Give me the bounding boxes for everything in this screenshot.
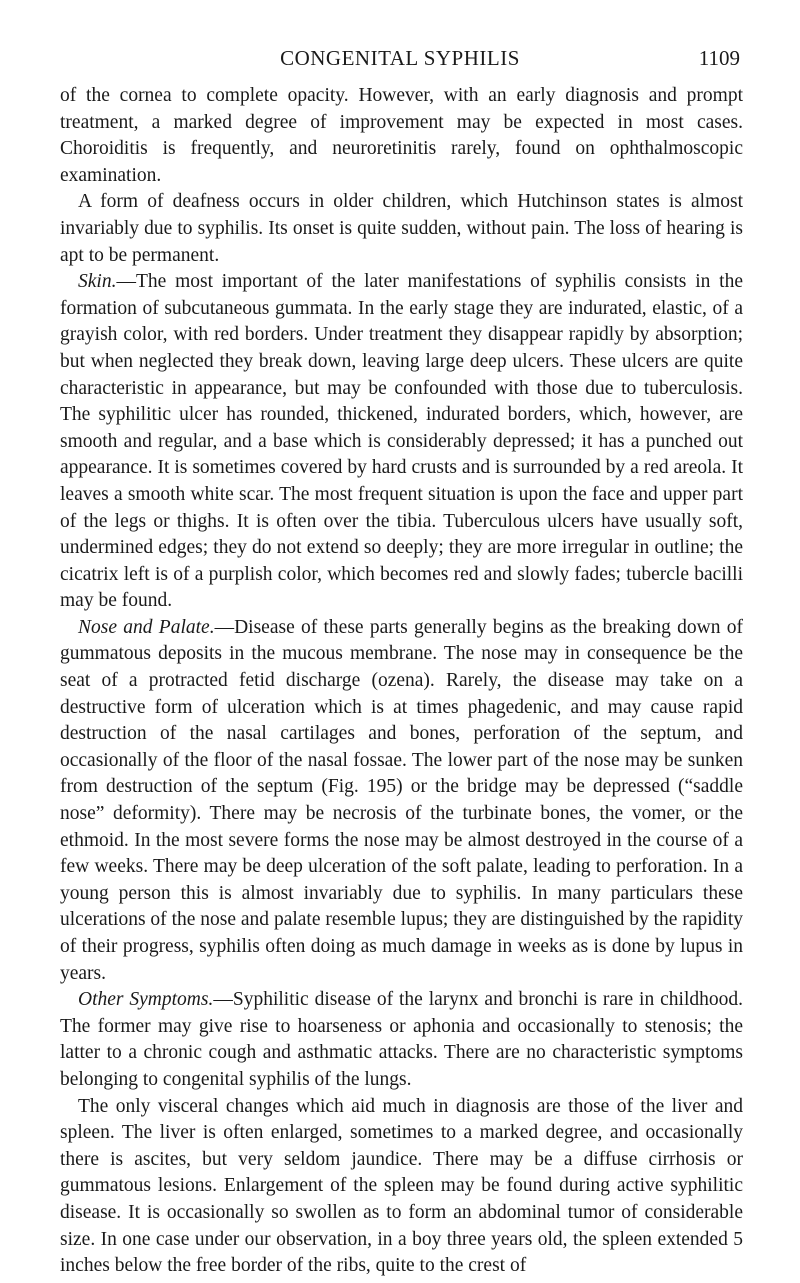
- paragraph-text: The only visceral changes which aid much in diagnosis are those of the liver and spleen. The liver is often enlarged, sometimes to a marked degree, and occasionally there is ascites, but very seldom jaundice. There may be a diffuse cirrhosis or gummatous lesions. Enlargement of the spleen may be found during active syphilitic disease. It is occasionally so swollen as to form an abdominal tumor of considerable size. In one case under our observation, in a boy three years old, the spleen extended 5 inches below the free border of the ribs, quite to the crest of: [60, 1095, 743, 1277]
- paragraph-visceral: [60, 1094, 743, 1280]
- page-number: 1109: [698, 46, 740, 70]
- paragraph-skin: [60, 269, 743, 615]
- section-heading-nose-palate: Nose and Palate.: [78, 616, 215, 638]
- paragraph-text: of the cornea to complete opacity. However, with an early diagnosis and prompt treatment, a marked degree of improvement may be expected in most cases. Choroiditis is frequently, and neuroretinitis rarely, found on ophthalmoscopic examination.: [60, 85, 743, 186]
- section-heading-other-symptoms: Other Symptoms.: [78, 989, 214, 1011]
- paragraph-text: —The most important of the later manifestations of syphilis consists in the formation of subcutaneous gummata. In the early stage they are indurated, elastic, of a grayish color, with red borders. Under treatment they disappear rapidly by absorption; but when neglected they break down, leaving large deep ulcers. These ulcers are quite characteristic in appearance, but may be confounded with those due to tuberculosis. The syphilitic ulcer has rounded, thickened, indurated borders, which, however, are smooth and regular, and a base which is considerably depressed; it has a punched out appearance. It is sometimes covered by hard crusts and is surrounded by a red areola. It leaves a smooth white scar. The most frequent situation is upon the face and upper part of the legs or thighs. It is often over the tibia. Tuberculous ulcers have usually soft, undermined edges; they do not extend so deeply; they are more irregular in outline; the cicatrix left is of a purplish color, which becomes red and slowly fades; tubercle bacilli may be found.: [60, 271, 743, 612]
- paragraph-cornea-continuation: [60, 83, 743, 189]
- paragraph-text: —Disease of these parts generally begins as the breaking down of gummatous deposits in the mucous membrane. The nose may in consequence be the seat of a protracted fetid discharge (ozena). Rarely, the disease may take on a destructive form of ulceration which is at times phagedenic, and may cause rapid destruction of the nasal cartilages and bones, perforation of the septum, and occasionally of the floor of the nasal fossae. The lower part of the nose may be sunken from destruction of the septum (Fig. 195) or the bridge may be depressed (“saddle nose” deformity). There may be necrosis of the turbinate bones, the vomer, or the ethmoid. In the most severe forms the nose may be almost destroyed in the course of a few weeks. There may be deep ulceration of the soft palate, leading to perforation. In a young person this is almost invariably due to syphilis. In many particulars these ulcerations of the nose and palate resemble lupus; they are distinguished by the rapidity of their progress, syphilis often doing as much damage in weeks as is done by lupus in years.: [60, 616, 743, 984]
- paragraph-deafness: [60, 189, 743, 269]
- running-title: CONGENITAL SYPHILIS: [280, 46, 520, 70]
- paragraph-nose-palate: [60, 615, 743, 987]
- running-head: [60, 46, 740, 76]
- paragraph-text: —Syphilitic disease of the larynx and bronchi is rare in childhood. The former may give rise to hoarseness or aphonia and occasionally to stenosis; the latter to a chronic cough and asthmatic attacks. There are no characteristic symptoms belonging to congenital syphilis of the lungs.: [60, 989, 743, 1090]
- paragraph-text: A form of deafness occurs in older children, which Hutchinson states is almost invariably due to syphilis. Its onset is quite sudden, without pain. The loss of hearing is apt to be permanent.: [60, 191, 743, 266]
- body-text: [60, 83, 743, 1280]
- paragraph-other-symptoms: [60, 987, 743, 1093]
- section-heading-skin: Skin.: [78, 271, 117, 293]
